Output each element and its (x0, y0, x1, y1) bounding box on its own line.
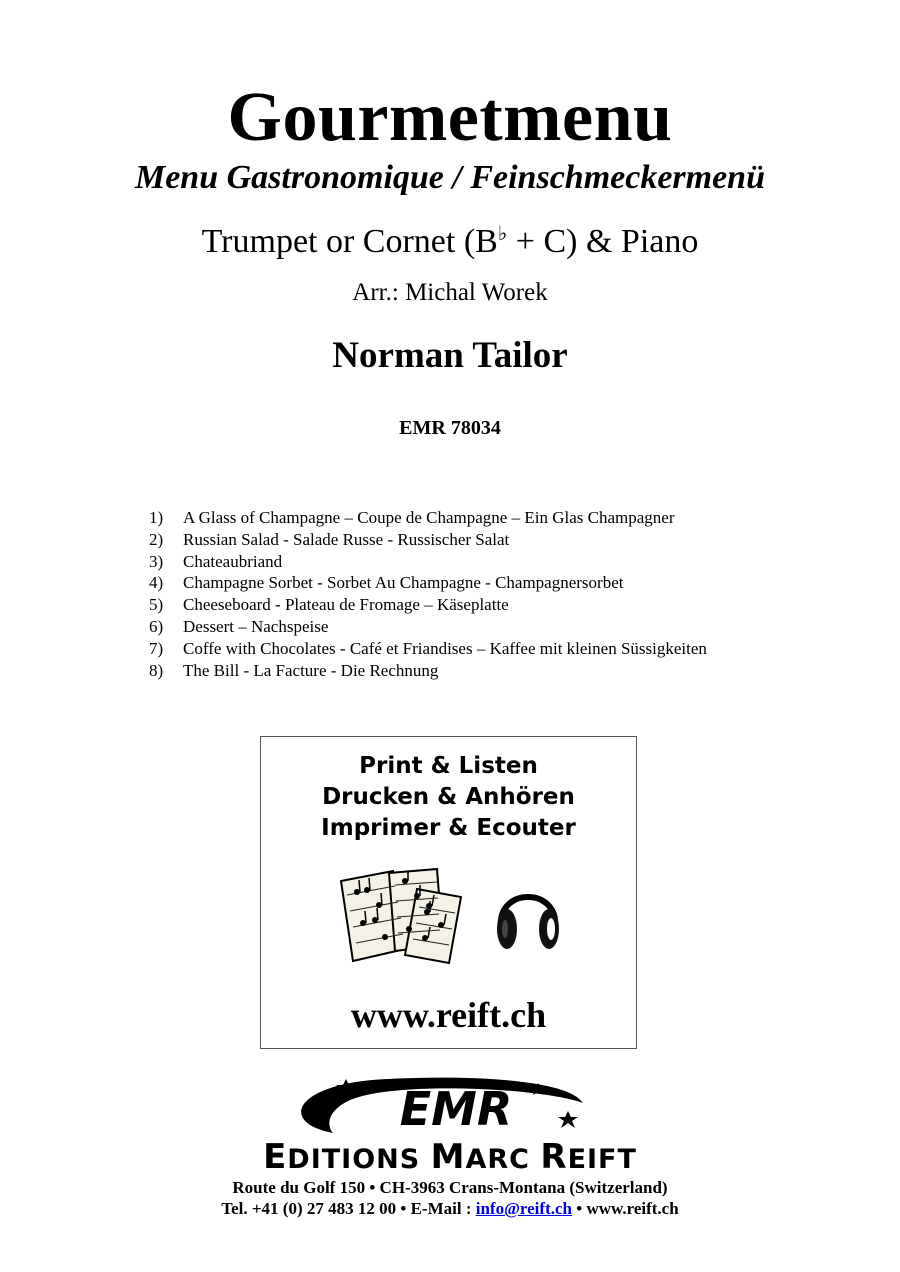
publisher-initial: M (430, 1137, 466, 1177)
list-item (149, 551, 707, 573)
movement-number: 1) (149, 508, 164, 527)
publisher-initial: E (263, 1137, 288, 1177)
list-item (149, 507, 707, 529)
list-item (149, 616, 707, 638)
promo-url[interactable]: www.reift.ch (350, 995, 547, 1035)
publisher-part: DITIONS (287, 1144, 431, 1175)
arranger: Arr.: Michal Worek (352, 279, 548, 306)
movement-number: 8) (149, 660, 164, 680)
flat-sign: ♭ (497, 223, 508, 245)
movement-title: Chateaubriand (183, 551, 283, 571)
phone-text: Tel. +41 (0) 27 483 12 00 • E-Mail : (221, 1199, 476, 1218)
list-item (149, 529, 707, 551)
publisher-initial: R (540, 1137, 568, 1177)
promo-line-de: Drucken & Anhören (322, 784, 575, 810)
movement-number: 2) (149, 529, 164, 549)
promo-line-fr: Imprimer & Ecouter (321, 815, 576, 841)
emr-mark: EMR (399, 1082, 513, 1136)
movement-title: Russian Salad - Salade Russe - Russischer Salat (183, 529, 510, 549)
sheet-music-icon (337, 867, 465, 967)
movement-number: 7) (149, 638, 164, 658)
publisher-part: ARC (465, 1144, 541, 1175)
instrumentation-text: Trumpet or Cornet (B (201, 223, 498, 260)
movement-number: 5) (149, 595, 164, 615)
composer: Norman Tailor (332, 335, 568, 376)
headphones-icon (493, 877, 563, 957)
print-listen-box[interactable] (260, 736, 637, 1049)
movement-title: A Glass of Champagne – Coupe de Champagne – Ein Glas Champagner (183, 508, 675, 527)
address: Route du Golf 150 • CH-3963 Crans-Montana (Switzerland) (232, 1178, 668, 1197)
movement-title: The Bill - La Facture - Die Rechnung (183, 660, 439, 680)
contact-line (0, 1198, 900, 1220)
publisher-name (0, 1137, 900, 1177)
movement-number: 4) (149, 573, 164, 593)
promo-line-en: Print & Listen (359, 753, 538, 779)
movement-list (149, 507, 707, 681)
website-link[interactable]: www.reift.ch (586, 1199, 679, 1218)
list-item (149, 572, 707, 594)
publisher-part: EIFT (567, 1144, 637, 1175)
movement-title: Coffe with Chocolates - Café et Friandises – Kaffee mit kleinen Süssigkeiten (183, 638, 707, 658)
separator: • (571, 1199, 587, 1218)
catalog-code: EMR 78034 (399, 417, 501, 439)
instrumentation-rest: + C) & Piano (507, 223, 699, 260)
subtitle: Menu Gastronomique / Feinschmeckermenü (134, 159, 765, 196)
movement-number: 3) (149, 551, 164, 571)
list-item (149, 638, 707, 660)
movement-title: Champagne Sorbet - Sorbet Au Champagne - Champagnersorbet (183, 573, 624, 593)
movement-title: Cheeseboard - Plateau de Fromage – Käseplatte (183, 595, 509, 615)
list-item (149, 594, 707, 616)
emr-logo (238, 1073, 678, 1145)
email-link[interactable]: info@reift.ch (475, 1199, 572, 1218)
movement-title: Dessert – Nachspeise (183, 616, 329, 636)
list-item (149, 660, 707, 682)
movement-number: 6) (149, 616, 164, 636)
title: Gourmetmenu (227, 79, 673, 156)
instrumentation (0, 214, 900, 262)
